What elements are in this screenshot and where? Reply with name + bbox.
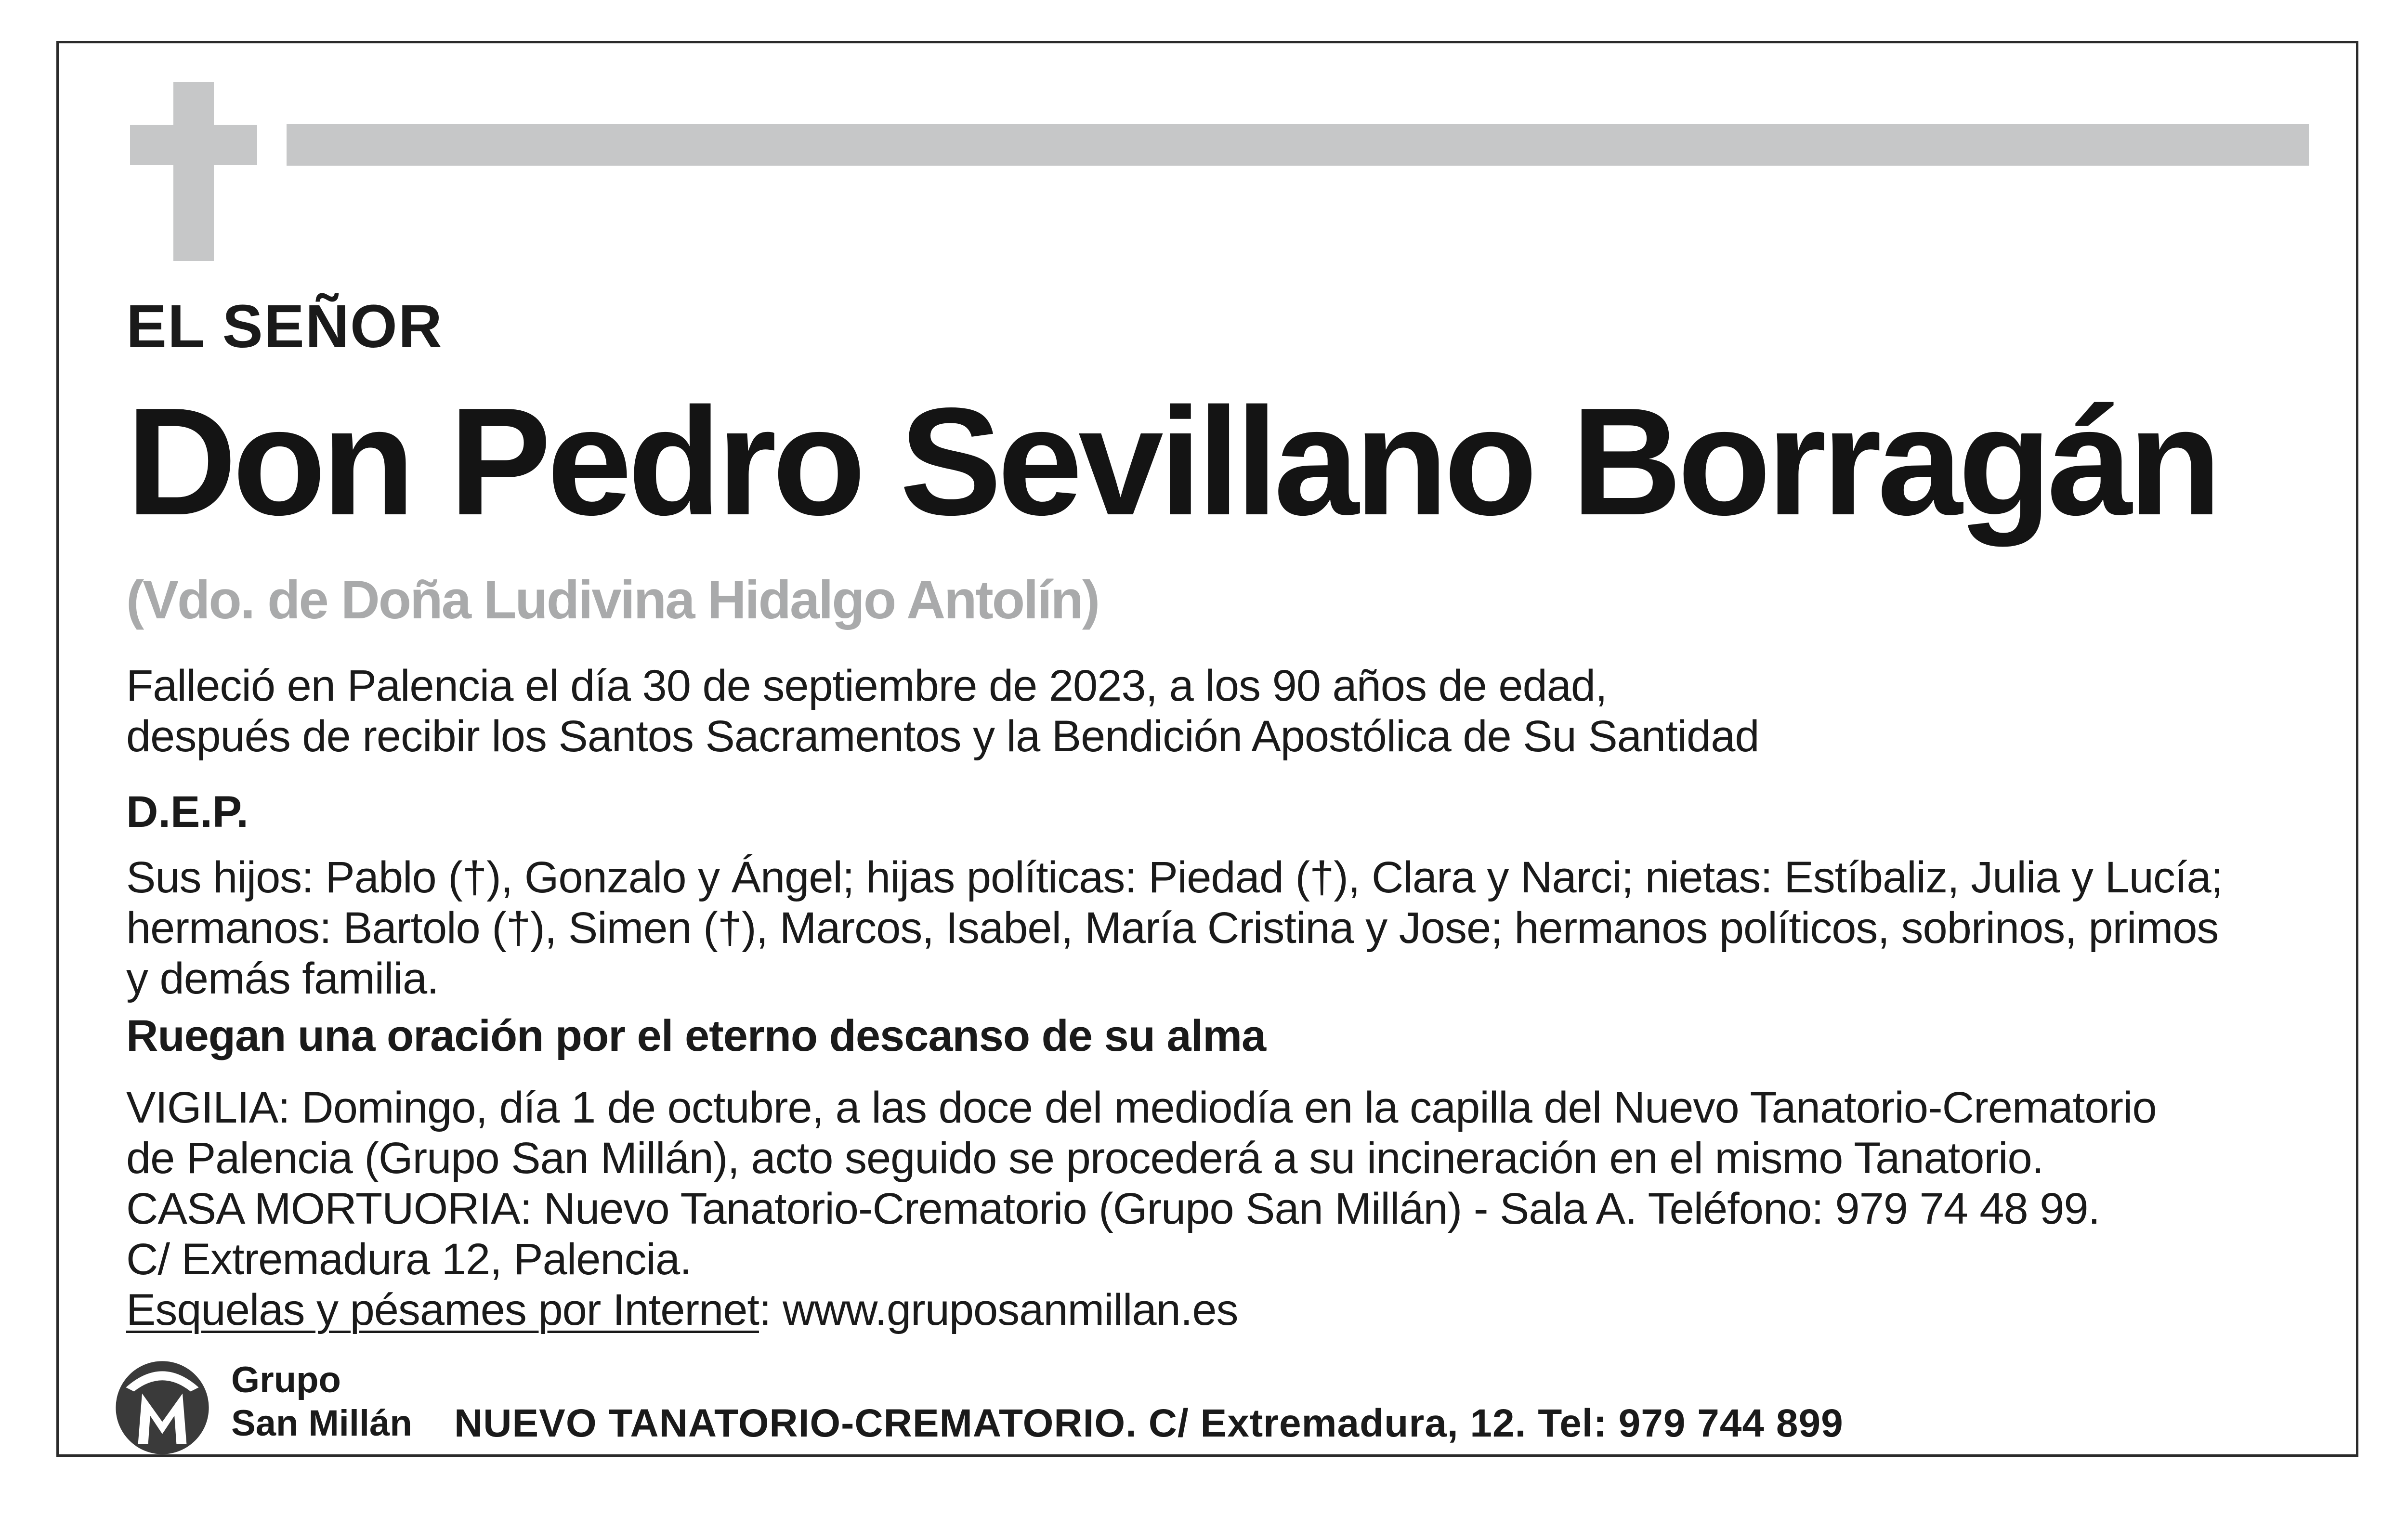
web-line (126, 1285, 1238, 1335)
family-line-1: Sus hijos: Pablo (†), Gonzalo y Ángel; hijas políticas: Piedad (†), Clara y Narci; nietas: Estíbaliz, Julia y Lucía; (126, 853, 2223, 902)
dep-label: D.E.P. (126, 787, 249, 836)
vigil-line-1: VIGILIA: Domingo, día 1 de octubre, a las doce del mediodía en la capilla del Nuevo Tanatorio-Crematorio (126, 1083, 2157, 1132)
title-prefix: EL SEÑOR (126, 292, 443, 360)
header-bar (287, 124, 2309, 166)
footer-info: NUEVO TANATORIO-CREMATORIO. C/ Extremadura, 12. Tel: 979 744 899 (454, 1401, 1844, 1445)
death-line-2: después de recibir los Santos Sacramentos y la Bendición Apostólica de Su Santidad (126, 712, 1759, 761)
death-line-1: Falleció en Palencia el día 30 de septiembre de 2023, a los 90 años de edad, (126, 661, 1607, 710)
logo-line-1: Grupo (231, 1359, 341, 1400)
cross-icon-horizontal (130, 125, 257, 165)
logo-line-2: San Millán (231, 1403, 412, 1444)
deceased-name: Don Pedro Sevillano Borragán (126, 376, 2218, 547)
cross-icon-vertical (173, 82, 214, 261)
vigil-line-2: de Palencia (Grupo San Millán), acto seguido se procederá a su incineración en el mismo Tanatorio. (126, 1134, 2044, 1183)
widow-of: (Vdo. de Doña Ludivina Hidalgo Antolín) (126, 570, 1099, 630)
family-line-2: hermanos: Bartolo (†), Simen (†), Marcos, Isabel, María Cristina y Jose; hermanos políticos, sobrinos, primos (126, 903, 2219, 953)
grupo-san-millan-logo-icon (112, 1357, 213, 1458)
web-url[interactable]: www.gruposanmillan.es (771, 1285, 1238, 1334)
family-line-3: y demás familia. (126, 954, 439, 1003)
web-separator: : (759, 1285, 771, 1334)
web-label: Esquelas y pésames por Internet (126, 1285, 759, 1334)
prayer-line: Ruegan una oración por el eterno descanso de su alma (126, 1011, 1266, 1060)
funeral-home-line: CASA MORTUORIA: Nuevo Tanatorio-Crematorio (Grupo San Millán) - Sala A. Teléfono: 979 74 48 99. (126, 1184, 2100, 1233)
address-line: C/ Extremadura 12, Palencia. (126, 1235, 692, 1284)
